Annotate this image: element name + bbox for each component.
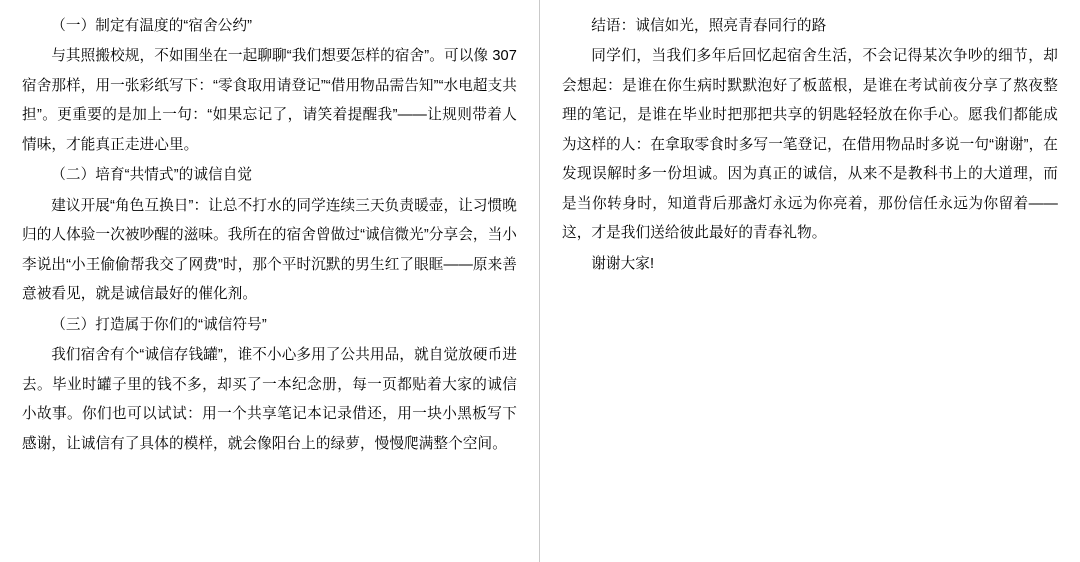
conclusion-heading: 结语：诚信如光，照亮青春同行的路 [591,18,827,34]
right-column [540,0,1080,562]
section-heading-1: （一）制定有温度的“宿舍公约” [51,18,253,34]
closing-thanks: 谢谢大家! [591,255,655,272]
body-paragraph-3: 我们宿舍有个“诚信存钱罐”，谁不小心多用了公共用品，就自觉放硬币进去。毕业时罐子里的钱不多，却买了一本纪念册，每一页都贴着大家的诚信小故事。你们也可以试试：用一个共享笔记本记录借还，用一块小黑板写下感谢，让诚信有了具体的模样，就会像阳台上的绿萝，慢慢爬满整个空间。 [22,347,517,452]
section-heading-3: （三）打造属于你们的“诚信符号” [51,316,267,333]
conclusion-paragraph: 同学们，当我们多年后回忆起宿舍生活，不会记得某次争吵的细节，却会想起：是谁在你生病时默默泡好了板蓝根，是谁在考试前夜分享了熬夜整理的笔记，是谁在毕业时把那把共享的钥匙轻轻放在你手心。愿我们都能成为这样的人：在拿取零食时多写一笔登记，在借用物品时多说一句“谢谢”，在发现误解时多一份坦诚。因为真正的诚信，从来不是教科书上的大道理，而是当你转身时，知道背后那盏灯永远为你亮着，那份信任永远为你留着——这，才是我们送给彼此最好的青春礼物。 [562,48,1058,242]
body-paragraph-2: 建议开展“角色互换日”：让总不打水的同学连续三天负责暖壶，让习惯晚归的人体验一次被吵醒的滋味。我所在的宿舍曾做过“诚信微光”分享会，当小李说出“小王偷偷帮我交了网费”时，那个平时沉默的男生红了眼眶——原来善意被看见，就是诚信最好的催化剂。 [22,197,517,303]
body-paragraph-1: 与其照搬校规，不如围坐在一起聊聊“我们想要怎样的宿舍”。可以像 307 宿舍那样，用一张彩纸写下：“零食取用请登记”“借用物品需告知”“水电超支共担”。更重要的是加上一句：“如果忘记了，请笑着提醒我”——让规则带着人情味，才能真正走进心里。 [22,48,518,153]
section-heading-2: （二）培育“共情式”的诚信自觉 [51,167,253,184]
